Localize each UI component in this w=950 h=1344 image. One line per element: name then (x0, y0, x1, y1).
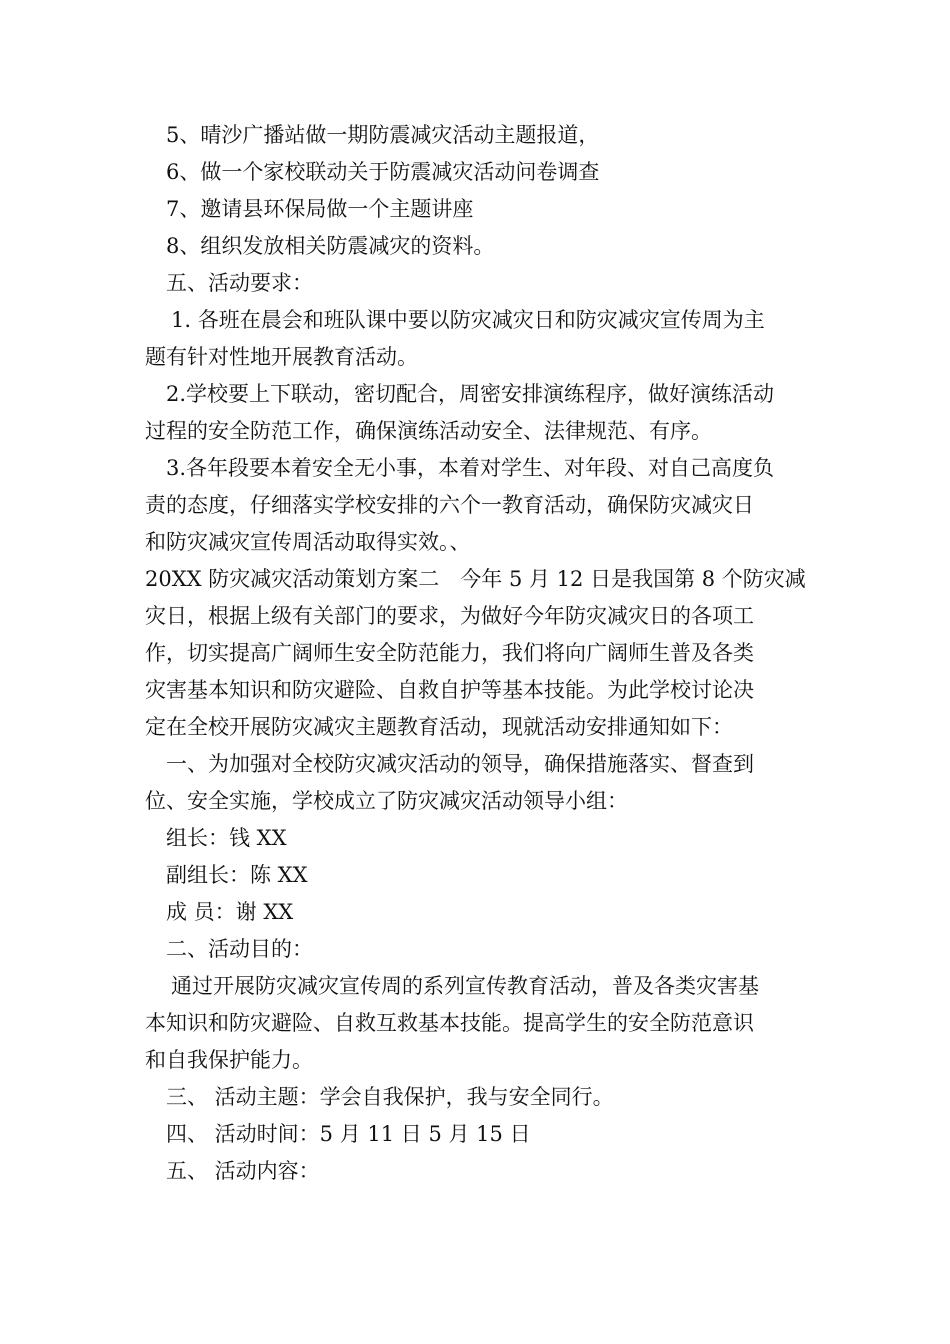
paragraph-line: 2.学校要上下联动，密切配合，周密安排演练程序，做好演练活动 (166, 382, 775, 406)
paragraph-line: 作，切实提高广阔师生安全防范能力，我们将向广阔师生普及各类 (145, 641, 754, 665)
list-item: 5、晴沙广播站做一期防震减灾活动主题报道， (166, 123, 600, 147)
list-item: 8、组织发放相关防震减灾的资料。 (166, 234, 495, 258)
paragraph-line: 本知识和防灾避险、自救互救基本技能。提高学生的安全防范意识 (145, 1011, 754, 1035)
section-heading: 三、 活动主题：学会自我保护，我与安全同行。 (166, 1085, 614, 1109)
paragraph-line: 题有针对性地开展教育活动。 (145, 345, 418, 369)
list-item: 7、邀请县环保局做一个主题讲座 (166, 197, 474, 221)
paragraph-line: 位、安全实施，学校成立了防灾减灾活动领导小组： (145, 789, 628, 813)
paragraph-line: 和防灾减灾宣传周活动取得实效。、 (145, 530, 471, 554)
section-heading: 五、活动要求： (166, 271, 313, 295)
section-heading: 四、 活动时间：5 月 11 日 5 月 15 日 (166, 1122, 531, 1146)
list-item: 副组长：陈 XX (166, 863, 308, 887)
paragraph-line: 定在全校开展防灾减灾主题教育活动，现就活动安排通知如下： (145, 715, 733, 739)
document-body (145, 117, 813, 1190)
paragraph-line: 灾害基本知识和防灾避险、自救自护等基本技能。为此学校讨论决 (145, 678, 754, 702)
section-heading: 二、活动目的： (166, 937, 313, 961)
paragraph-line: 过程的安全防范工作，确保演练活动安全、法律规范、有序。 (145, 419, 712, 443)
list-item: 成 员：谢 XX (166, 900, 294, 924)
paragraph-line: 和自我保护能力。 (145, 1048, 313, 1072)
paragraph-line: 灾日，根据上级有关部门的要求，为做好今年防灾减灾日的各项工 (145, 604, 754, 628)
list-item: 组长：钱 XX (166, 826, 287, 850)
paragraph-line: 20XX 防灾减灾活动策划方案二 今年 5 月 12 日是我国第 8 个防灾减 (145, 567, 806, 591)
paragraph-line: 通过开展防灾减灾宣传周的系列宣传教育活动，普及各类灾害基 (171, 974, 759, 998)
paragraph-line: 一、为加强对全校防灾减灾活动的领导，确保措施落实、督查到 (166, 752, 754, 776)
paragraph-line: 3.各年段要本着安全无小事，本着对学生、对年段、对自己高度负 (166, 456, 775, 480)
paragraph-line: 1. 各班在晨会和班队课中要以防灾减灾日和防灾减灾宣传周为主 (171, 308, 765, 332)
paragraph-line: 责的态度，仔细落实学校安排的六个一教育活动，确保防灾减灾日 (145, 493, 754, 517)
list-item: 6、做一个家校联动关于防震减灾活动问卷调查 (166, 160, 600, 184)
section-heading: 五、 活动内容： (166, 1159, 320, 1183)
